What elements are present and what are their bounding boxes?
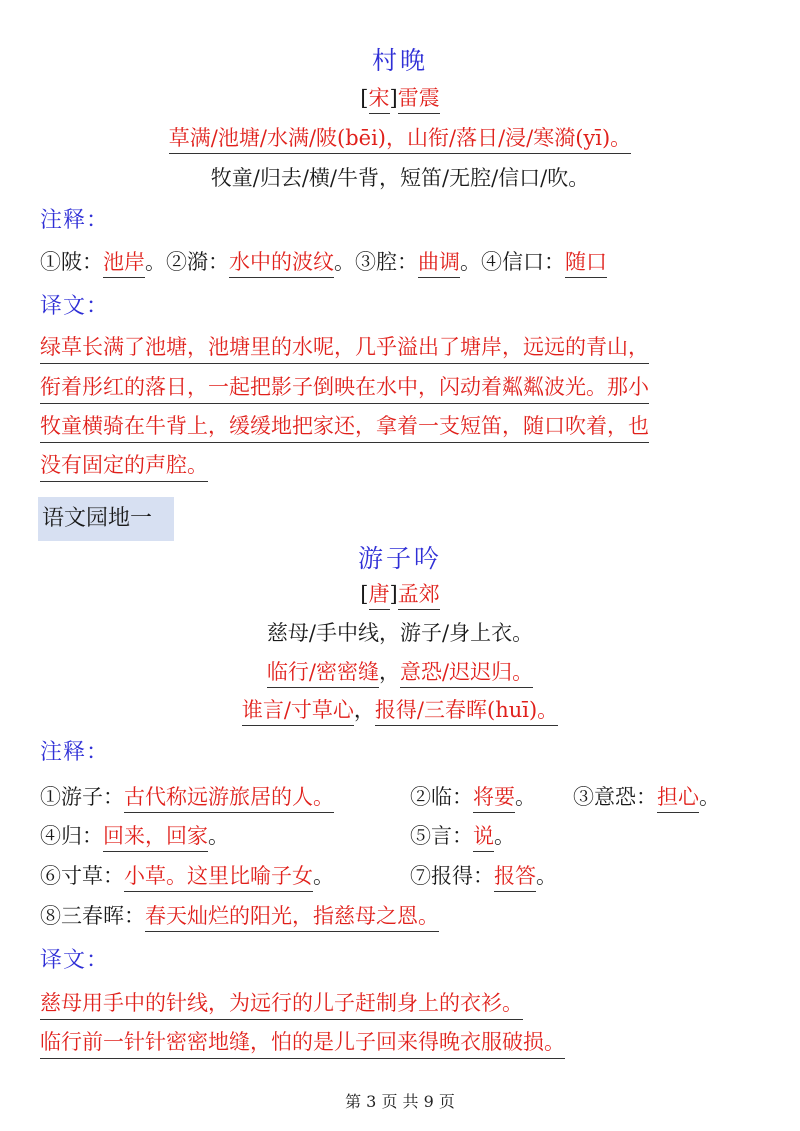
note-label: ⑥寸草： bbox=[40, 864, 124, 888]
poem2-line2-sep: ， bbox=[379, 660, 400, 684]
poem2-translation-heading: 译文： bbox=[40, 948, 110, 973]
note-answer: 池岸 bbox=[103, 250, 145, 278]
note-answer: 随口 bbox=[565, 250, 607, 278]
note-answer: 古代称远游旅居的人。 bbox=[124, 785, 334, 813]
note-sep: 。 bbox=[494, 824, 515, 848]
poem2-note bbox=[40, 787, 334, 808]
poem1-dynasty: 宋 bbox=[369, 86, 390, 114]
poem2-author: 孟郊 bbox=[398, 582, 440, 610]
poem2-note bbox=[40, 866, 334, 887]
poem2-note bbox=[410, 866, 557, 887]
poem1-line2: 牧童/归去/横/牛背，短笛/无腔/信口/吹。 bbox=[210, 166, 590, 190]
note-label: ⑦报得： bbox=[410, 864, 494, 888]
note-answer: 担心 bbox=[657, 785, 699, 813]
poem2-translation-line: 临行前一针针密密地缝，怕的是儿子回来得晚衣服破损。 bbox=[40, 1032, 565, 1059]
poem2-line2 bbox=[0, 662, 800, 683]
poem1-translation-line: 衔着彤红的落日，一起把影子倒映在水中，闪动着粼粼波光。那小 bbox=[40, 377, 649, 404]
poem2-note bbox=[573, 787, 720, 808]
poem2-notes-heading: 注释： bbox=[40, 740, 110, 765]
note-sep: 。 bbox=[699, 785, 720, 809]
note-sep: 。 bbox=[515, 785, 536, 809]
note-label: ①游子： bbox=[40, 785, 124, 809]
poem2-line3-sep: ， bbox=[353, 698, 375, 722]
section-heading bbox=[38, 497, 174, 541]
note-answer: 小草。这里比喻子女 bbox=[124, 864, 313, 892]
note-label: ④归： bbox=[40, 824, 103, 848]
poem2-note bbox=[410, 826, 515, 847]
poem1-line1 bbox=[0, 128, 800, 149]
note-sep: 。 bbox=[208, 824, 229, 848]
poem1-author: 雷震 bbox=[398, 86, 440, 114]
poem1-translation-line: 绿草长满了池塘，池塘里的水呢，几乎溢出了塘岸，远远的青山， bbox=[40, 337, 649, 364]
note-answer: 说 bbox=[473, 824, 494, 852]
note-sep: 。 bbox=[334, 250, 355, 274]
poem2-line3-part: 谁言/寸草心 bbox=[242, 698, 354, 726]
note-label: ②漪： bbox=[166, 250, 229, 274]
note-answer: 回来，回家 bbox=[103, 824, 208, 852]
poem1-translation-line: 没有固定的声腔。 bbox=[40, 455, 208, 482]
poem1-byline: [宋]雷震 bbox=[0, 88, 800, 109]
poem2-line2-part: 意恐/迟迟归。 bbox=[400, 660, 533, 688]
poem2-line1: 慈母/手中线，游子/身上衣。 bbox=[266, 621, 534, 645]
poem1-translation-line: 牧童横骑在牛背上，缓缓地把家还，拿着一支短笛，随口吹着，也 bbox=[40, 416, 649, 443]
poem1-title: 村晚 bbox=[371, 46, 428, 75]
page-number: 第 3 页 共 9 页 bbox=[345, 1092, 455, 1111]
poem1-notes bbox=[40, 252, 607, 273]
note-label: ⑧三春晖： bbox=[40, 904, 145, 928]
note-answer: 春天灿烂的阳光，指慈母之恩。 bbox=[145, 904, 439, 932]
poem2-note bbox=[40, 906, 439, 927]
note-sep: 。 bbox=[145, 250, 166, 274]
note-label: ④信口： bbox=[481, 250, 565, 274]
note-label: ①陂： bbox=[40, 250, 103, 274]
section-heading-text: 语文园地一 bbox=[42, 506, 153, 531]
poem2-line3-part: 报得/三春晖(huī)。 bbox=[375, 698, 558, 726]
poem2-note bbox=[410, 787, 536, 808]
note-answer: 水中的波纹 bbox=[229, 250, 334, 278]
note-answer: 曲调 bbox=[418, 250, 460, 278]
note-label: ②临： bbox=[410, 785, 473, 809]
note-answer: 将要 bbox=[473, 785, 515, 813]
poem1-line1-text: 草满/池塘/水满/陂(bēi)，山衔/落日/浸/寒漪(yī)。 bbox=[169, 126, 631, 154]
note-answer: 报答 bbox=[494, 864, 536, 892]
note-sep: 。 bbox=[460, 250, 481, 274]
poem1-notes-heading: 注释： bbox=[40, 208, 110, 233]
poem2-dynasty: 唐 bbox=[369, 582, 390, 610]
note-sep: 。 bbox=[313, 864, 334, 888]
poem2-line2-part: 临行/密密缝 bbox=[267, 660, 379, 688]
note-label: ⑤言： bbox=[410, 824, 473, 848]
poem2-translation-line: 慈母用手中的针线，为远行的儿子赶制身上的衣衫。 bbox=[40, 993, 523, 1020]
poem2-note bbox=[40, 826, 229, 847]
poem2-byline: [唐]孟郊 bbox=[0, 584, 800, 605]
note-label: ③腔： bbox=[355, 250, 418, 274]
note-sep: 。 bbox=[536, 864, 557, 888]
note-label: ③意恐： bbox=[573, 785, 657, 809]
poem1-translation-heading: 译文： bbox=[40, 294, 110, 319]
poem2-title: 游子吟 bbox=[357, 544, 442, 573]
poem2-line3 bbox=[0, 700, 800, 721]
